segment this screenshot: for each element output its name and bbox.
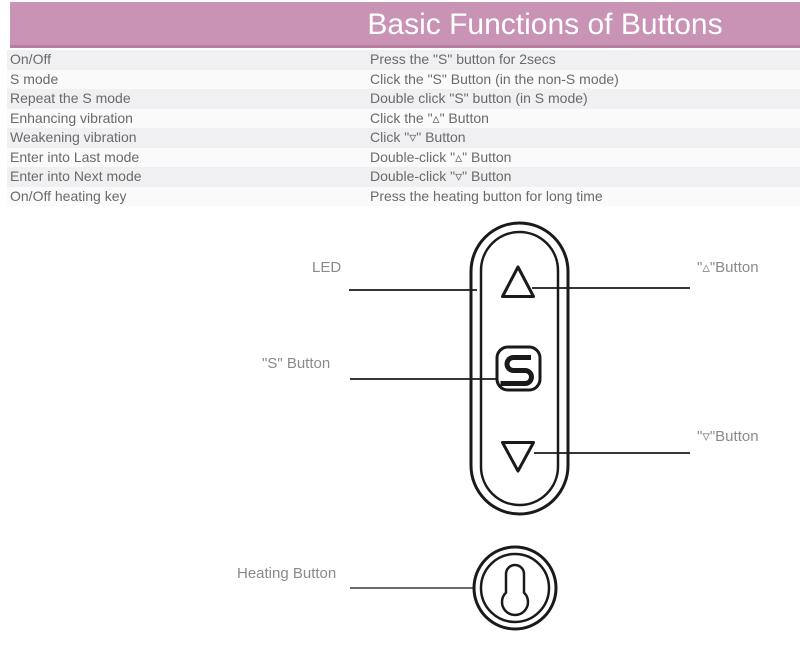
- table-row: [7, 89, 800, 109]
- function-cell: Weakening vibration: [10, 129, 137, 145]
- function-cell: Enter into Last mode: [10, 148, 140, 165]
- action-cell: Double-click "▵" Button: [370, 148, 512, 165]
- table-row: [7, 50, 800, 70]
- page-title: Basic Functions of Buttons: [367, 8, 723, 41]
- led-label: LED: [312, 259, 342, 276]
- table-row: [7, 109, 800, 129]
- s-button-label: "S" Button: [262, 355, 331, 372]
- up-button-label: "▵"Button: [697, 259, 759, 276]
- table-row: [7, 148, 800, 168]
- thermometer-icon: [502, 565, 528, 615]
- action-cell: Double-click "▿" Button: [370, 168, 512, 184]
- table-row: [7, 70, 800, 90]
- functions-table: [7, 50, 800, 206]
- function-cell: Enhancing vibration: [10, 109, 133, 126]
- action-cell: Click "▿" Button: [370, 129, 466, 145]
- function-cell: S mode: [10, 70, 59, 87]
- table-row: [7, 187, 800, 207]
- down-button-label: "▿"Button: [697, 428, 759, 445]
- action-cell: Click the "▵" Button: [370, 109, 489, 126]
- action-cell: Click the "S" Button (in the non-S mode): [370, 70, 619, 87]
- table-row: [7, 128, 800, 148]
- remote-diagram: [0, 210, 800, 645]
- heating-button-label: Heating Button: [237, 565, 337, 582]
- function-cell: On/Off: [10, 51, 51, 67]
- action-cell: Press the "S" button for 2secs: [370, 51, 556, 67]
- function-cell: Repeat the S mode: [10, 90, 131, 106]
- action-cell: Double click "S" button (in S mode): [370, 90, 588, 106]
- title-banner: [10, 2, 800, 48]
- function-cell: On/Off heating key: [10, 187, 127, 204]
- action-cell: Press the heating button for long time: [370, 187, 603, 204]
- function-cell: Enter into Next mode: [10, 168, 142, 184]
- table-row: [7, 167, 800, 187]
